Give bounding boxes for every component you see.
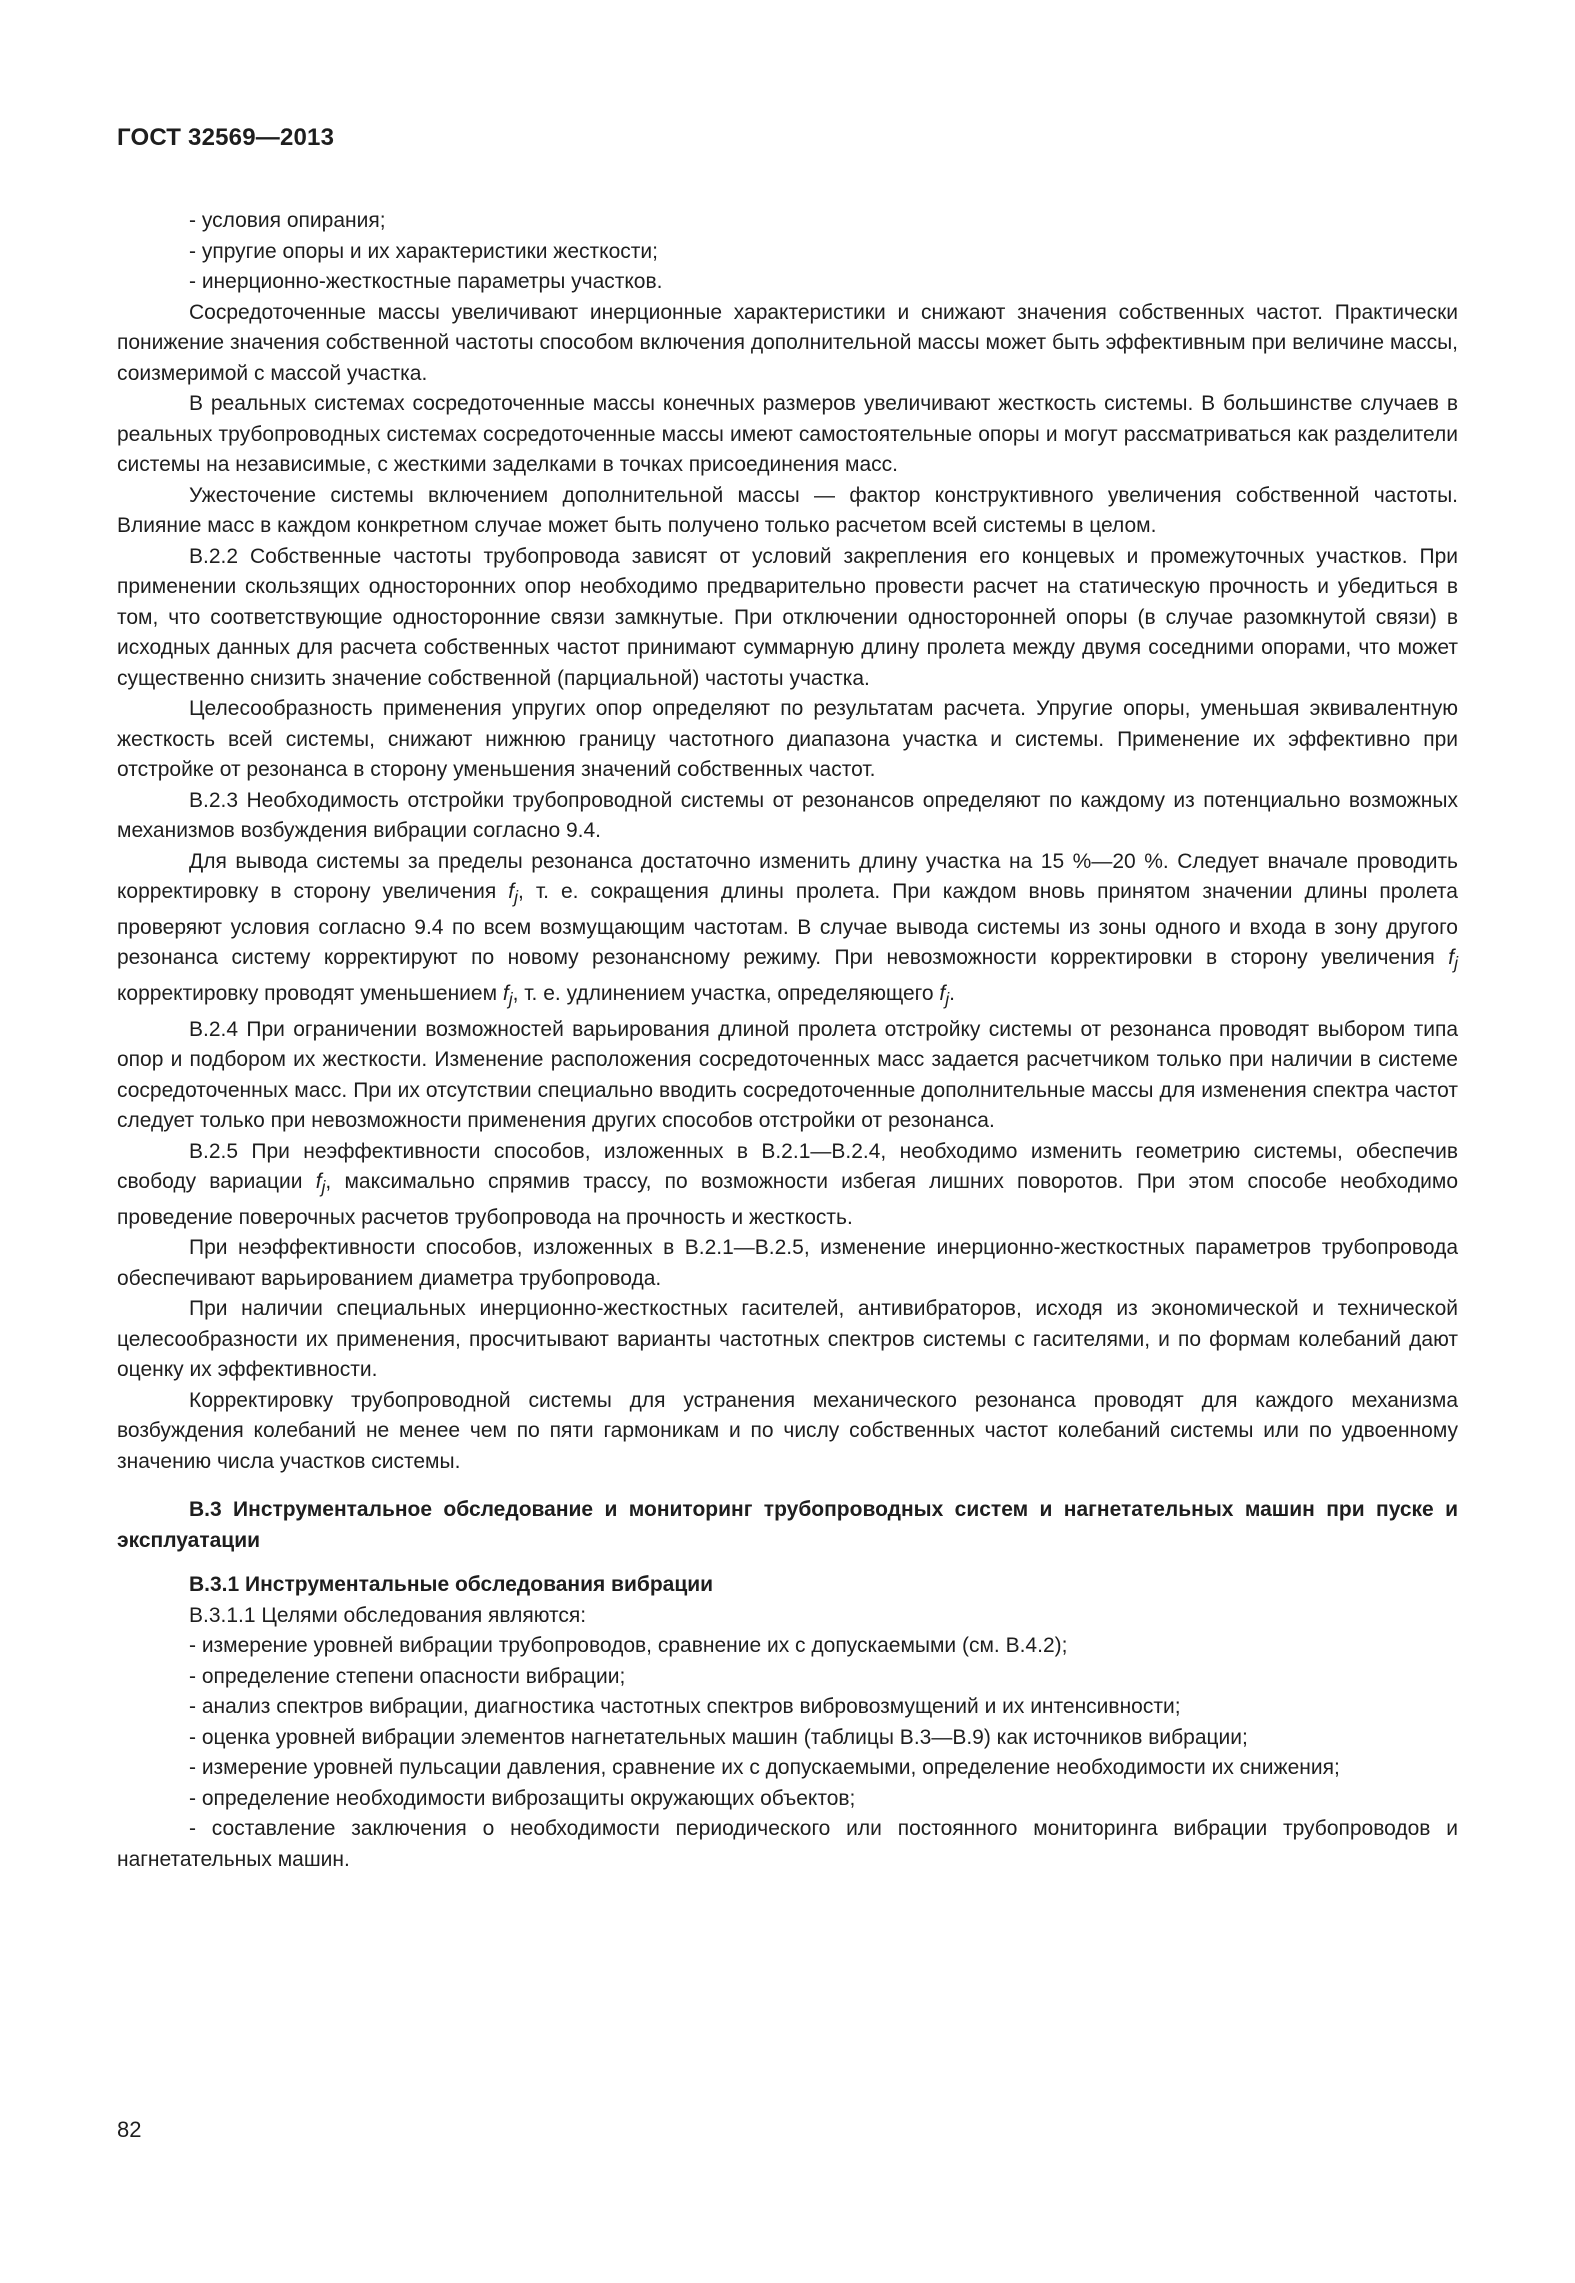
body-paragraph: Ужесточение системы включением дополнительной массы — фактор конструктивного увеличения собственной частоты. Влияние масс в каждом конкретном случае может быть получено только расчетом всей системы в целом.: [117, 483, 1458, 537]
body-paragraph: Корректировку трубопроводной системы для устранения механического резонанса проводят для каждого механизма возбуждения колебаний не менее чем по пяти гармоникам и по числу собственных частот колебаний системы или по удвоенному значению числа участков системы.: [117, 1388, 1458, 1473]
list-item: - определение необходимости виброзащиты окружающих объектов;: [189, 1786, 856, 1810]
list-item: - анализ спектров вибрации, диагностика частотных спектров вибровозмущений и их интенсивности;: [189, 1695, 1181, 1719]
page-number: 82: [117, 2117, 142, 2142]
list-item: - инерционно-жесткостные параметры участков.: [189, 270, 663, 293]
body-paragraph: В.2.2 Собственные частоты трубопровода зависят от условий закрепления его концевых и промежуточных участков. При применении скользящих односторонних опор необходимо предварительно провести расчет на статическую прочность и убедиться в том, что соответствующие односторонние связи замкнутые. При отключении односторонней опоры (в случае разомкнутой связи) в исходных данных для расчета собственных частот принимают суммарную длину пролета между двумя соседними опорами, что может существенно снизить значение собственной (парциальной) частоты участка.: [117, 544, 1458, 690]
body-paragraph: В.2.3 Необходимость отстройки трубопроводной системы от резонансов определяют по каждому из потенциально возможных механизмов возбуждения вибрации согласно 9.4.: [117, 788, 1458, 842]
body-paragraph: В реальных системах сосредоточенные массы конечных размеров увеличивают жесткость системы. В большинстве случаев в реальных трубопроводных системах сосредоточенные массы имеют самостоятельные опоры и могут рассматриваться как разделители системы на независимые, с жесткими заделками в точках присоединения масс.: [117, 392, 1458, 476]
subsection-heading: В.3.1 Инструментальные обследования вибрации: [189, 1573, 714, 1597]
list-item: - определение степени опасности вибрации;: [189, 1664, 626, 1688]
frequency-variable: $f_j$: [508, 880, 519, 908]
body-paragraph: В.2.5 При неэффективности способов, изложенных в В.2.1—В.2.4, необходимо изменить геометрию системы, обеспечив свободу вариации $f_j$, максимально спрямив трассу, по возможности избегая лишних поворотов. При этом способе необходимо проведение поверочных расчетов трубопровода на прочность и жесткость.: [117, 1139, 1459, 1229]
frequency-variable: $f_j$: [939, 981, 950, 1010]
body-paragraph: В.2.4 При ограничении возможностей варьирования длиной пролета отстройку системы от резонанса проводят выбором типа опор и подбором их жесткости. Изменение расположения сосредоточенных масс задается расчетчиком только при наличии в системе сосредоточенных масс. При их отсутствии специально вводить сосредоточенные дополнительные массы для изменения спектра частот следует только при невозможности применения других способов отстройки от резонанса.: [117, 1017, 1458, 1133]
body-paragraph: Целесообразность применения упругих опор определяют по результатам расчета. Упругие опоры, уменьшая эквивалентную жесткость всей системы, снижают нижнюю границу частотного диапазона участка и системы. Применение их эффективно при отстройке от резонанса в сторону уменьшения значений собственных частот.: [117, 697, 1458, 781]
frequency-variable: $f_j$: [502, 981, 513, 1010]
list-item: - условия опирания;: [189, 209, 386, 232]
body-paragraph: При наличии специальных инерционно-жесткостных гасителей, антивибраторов, исходя из экономической и технической целесообразности их применения, просчитывают варианты частотных спектров системы с гасителями, и по формам колебаний дают оценку их эффективности.: [117, 1297, 1458, 1382]
frequency-variable: $f_j$: [1448, 946, 1458, 974]
list-item: - измерение уровней вибрации трубопроводов, сравнение их с допускаемыми (см. В.4.2);: [189, 1634, 1068, 1658]
body-paragraph: Сосредоточенные массы увеличивают инерционные характеристики и снижают значения собственных частот. Практически понижение значения собственной частоты способом включения дополнительной массы может быть эффективным при величине массы, соизмеримой с массой участка.: [117, 300, 1458, 385]
body-paragraph: При неэффективности способов, изложенных в В.2.1—В.2.5, изменение инерционно-жесткостных параметров трубопровода обеспечивают варьированием диаметра трубопровода.: [117, 1236, 1458, 1290]
body-paragraph: Для вывода системы за пределы резонанса достаточно изменить длину участка на 15 %—20 %. Следует вначале проводить корректировку в сторону увеличения $f_j$, т. е. сокращения длины пролета. При каждом вновь принятом значении длины пролета проверяют условия согласно 9.4 по всем возмущающим частотам. В случае вывода системы из зоны одного и входа в зону другого резонанса систему корректируют по новому резонансному режиму. При невозможности корректировки в сторону увеличения $f_j$ корректировку проводят уменьшением $f_j$, т. е. удлинением участка, определяющего $f_j$.: [117, 849, 1458, 1010]
section-heading: В.3 Инструментальное обследование и мониторинг трубопроводных систем и нагнетательных машин при пуске и эксплуатации: [117, 1498, 1458, 1552]
body-paragraph: - составление заключения о необходимости периодического или постоянного мониторинга вибрации трубопроводов и нагнетательных машин.: [117, 1817, 1458, 1871]
list-item: - упругие опоры и их характеристики жесткости;: [189, 239, 658, 263]
list-item: В.3.1.1 Целями обследования являются:: [189, 1603, 587, 1627]
body-paragraph: - измерение уровней пульсации давления, сравнение их с допускаемыми, определение необходимости их снижения;: [189, 1756, 1340, 1780]
document-header: ГОСТ 32569—2013: [117, 124, 335, 151]
list-item: - оценка уровней вибрации элементов нагнетательных машин (таблицы В.3—В.9) как источников вибрации;: [189, 1725, 1248, 1749]
frequency-variable: $f_j$: [315, 1170, 326, 1198]
document-body: [117, 206, 1458, 1875]
